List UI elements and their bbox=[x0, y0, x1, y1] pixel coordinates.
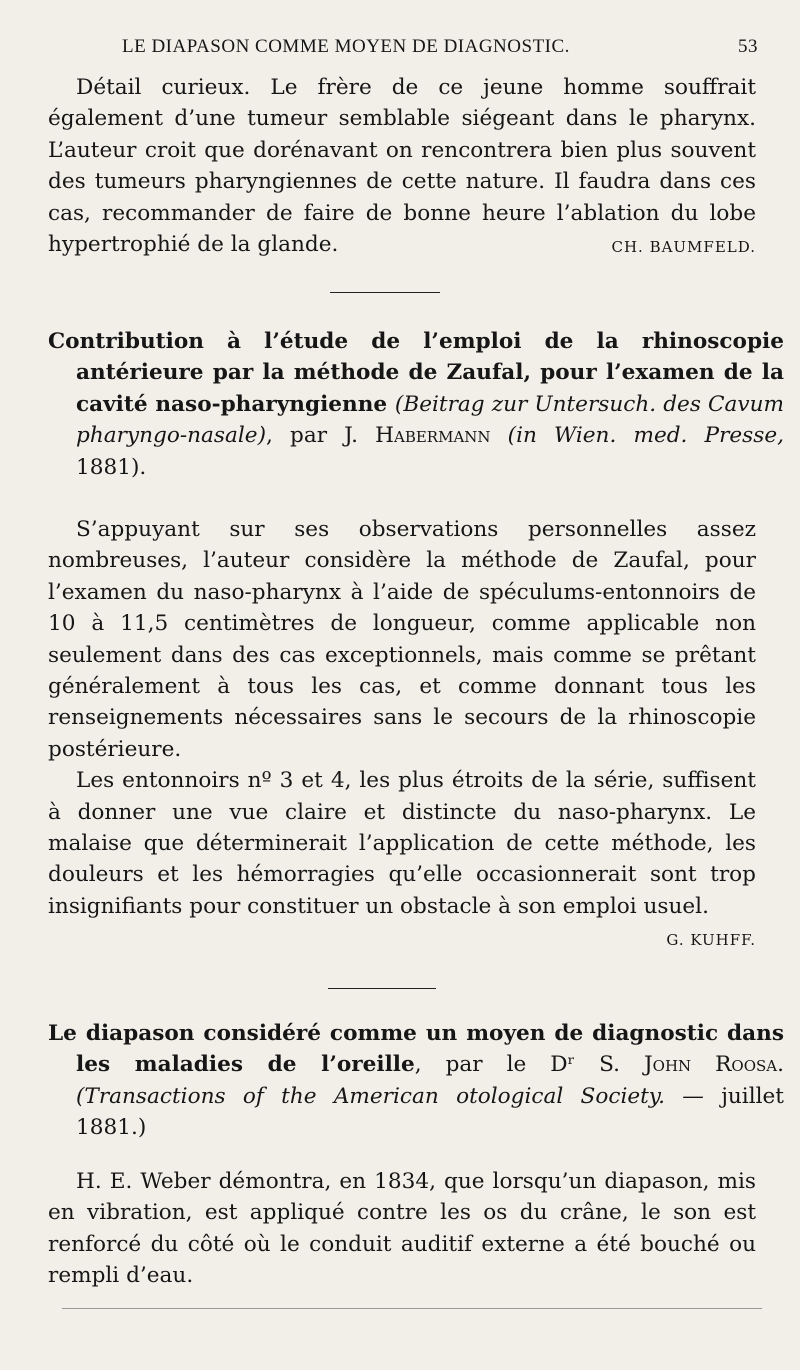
article2-heading: Contribution à l’étude de l’emploi de la rhinoscopie antérieure par la méthode de Zaufal, pour l’examen de la cavité naso-pharyngienne (Beitrag zur Untersuch. des Cavum pharyngo-nasale), par J. Habermann (in Wien. med. Presse, 1881). bbox=[48, 329, 784, 480]
signature-baumfeld: CH. BAUMFELD. bbox=[611, 238, 756, 257]
article2-title: Contribution à l’étude de l’emploi de la rhinoscopie antérieure par la méthode de Zaufal, pour l’examen de la cavité naso-pharyngienne bbox=[48, 329, 784, 417]
page-number: 53 bbox=[738, 36, 758, 57]
separator-rule-2 bbox=[328, 988, 436, 989]
article2-paragraph-1: S’appuyant sur ses observations personnelles assez nombreuses, l’auteur considère la méthode de Zaufal, pour l’examen du naso-pharynx à l’aide de spéculums-entonnoirs de 10 à 11,5 centimètres de longueur, comme applicable non seulement dans des cas exceptionnels, mais comme se prêtant généralement à tous les cas, et comme donnant tous les renseignements nécessaires sans le secours de la rhinoscopie postérieure. bbox=[48, 517, 756, 762]
article3-heading: Le diapason considéré comme un moyen de diagnostic dans les maladies de l’oreille, par le Dʳ S. John Roosa. (Transactions of the American otological Society. — juillet 1881.) bbox=[48, 1021, 784, 1141]
article2-paragraph-2: Les entonnoirs nº 3 et 4, les plus étroits de la série, suffisent à donner une vue claire et distincte du naso-pharynx. Le malaise que déterminerait l’application de cette méthode, les douleurs et les hémorragies qu’elle occasionnerait sont trop insignifiants pour constituer un obstacle à son emploi usuel. G. KUHFF. bbox=[48, 765, 756, 922]
section1 bbox=[48, 72, 756, 263]
article2-author: Habermann bbox=[375, 423, 491, 449]
article2-source: (in Wien. med. Presse, bbox=[490, 423, 784, 449]
running-title: LE DIAPASON COMME MOYEN DE DIAGNOSTIC. bbox=[122, 36, 570, 57]
article2-body bbox=[48, 514, 756, 957]
article3-author: John Roosa bbox=[643, 1052, 778, 1078]
article3-title: Le diapason considéré comme un moyen de diagnostic dans les maladies de l’oreille bbox=[48, 1021, 784, 1078]
separator-rule-1 bbox=[330, 292, 440, 293]
article3-paragraph-1: H. E. Weber démontra, en 1834, que lorsqu’un diapason, mis en vibration, est appliqué contre les os du crâne, le son est renforcé du côté où le conduit auditif externe a été bouché ou rempli d’eau. bbox=[48, 1169, 756, 1289]
article3-body bbox=[48, 1166, 756, 1292]
footer-rule bbox=[62, 1308, 762, 1309]
article3-source: (Transactions of the American otological Society. — bbox=[76, 1083, 704, 1109]
signature-kuhff: G. KUHFF. bbox=[666, 931, 756, 950]
article2-german-title: (Beitrag zur Untersuch. des Cavum pharyngo-nasale) bbox=[76, 391, 784, 449]
section1-paragraph: Détail curieux. Le frère de ce jeune homme souffrait également d’une tumeur semblable siégeant dans le pharynx. L’auteur croit que dorénavant on rencontrera bien plus souvent des tumeurs pharyngiennes de cette nature. Il faudra dans ces cas, recommander de faire de bonne heure l’ablation du lobe hypertrophié de la glande. CH. BAUMFELD. bbox=[48, 72, 756, 260]
